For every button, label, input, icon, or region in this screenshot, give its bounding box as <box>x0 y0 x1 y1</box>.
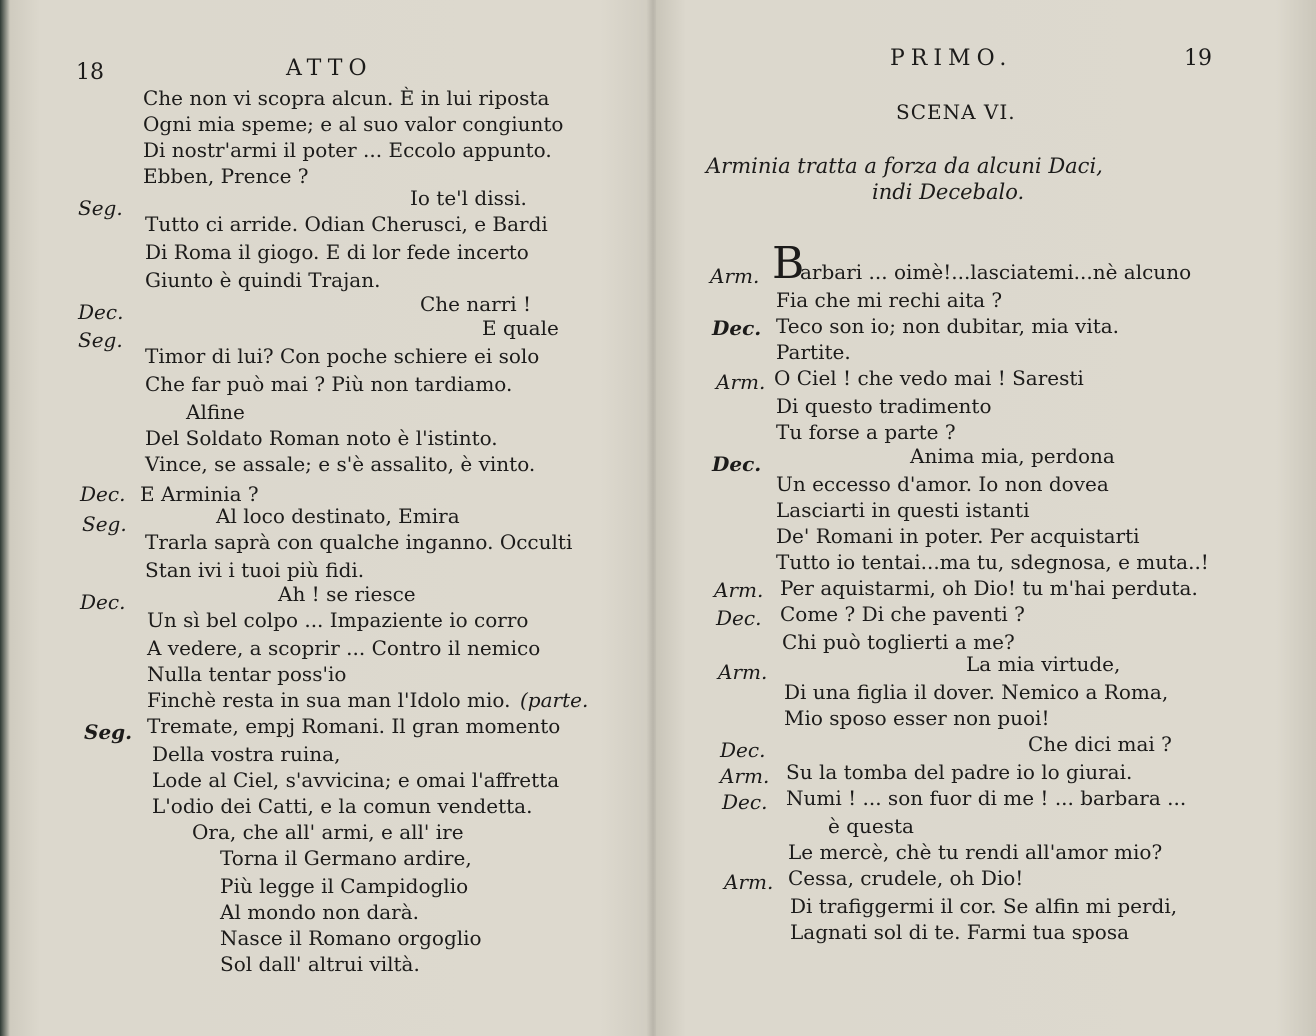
text-line: Del Soldato Roman noto è l'istinto. <box>145 426 498 450</box>
text-line: Di nostr'armi il poter ... Eccolo appunto. <box>143 138 552 162</box>
text-line: Ah ! se riesce <box>278 582 416 606</box>
text-line: Di Roma il giogo. E di lor fede incerto <box>145 240 529 264</box>
text-line: Un sì bel colpo ... Impaziente io corro <box>147 608 529 632</box>
text-line: Su la tomba del padre io lo giurai. <box>786 760 1133 784</box>
text-line: Anima mia, perdona <box>910 444 1115 468</box>
text-line: Un eccesso d'amor. Io non dovea <box>776 472 1109 496</box>
text-line: Nulla tentar poss'io <box>147 662 347 686</box>
speaker-label: Seg. <box>78 328 123 352</box>
text-line: è questa <box>828 814 914 838</box>
text-line: Che far può mai ? Più non tardiamo. <box>145 372 513 396</box>
speaker-label: Dec. <box>712 452 762 476</box>
text-line: Teco son io; non dubitar, mia vita. <box>776 314 1120 338</box>
page-number: 18 <box>76 60 104 85</box>
text-line: arbari ... oimè!...lasciatemi...nè alcuno <box>800 260 1192 284</box>
running-head: PRIMO. <box>890 46 1013 71</box>
text-line: Nasce il Romano orgoglio <box>220 926 482 950</box>
speaker-label: Arm. <box>720 764 770 788</box>
text-line: Tutto ci arride. Odian Cherusci, e Bardi <box>145 212 548 236</box>
text-line: Più legge il Campidoglio <box>220 874 469 898</box>
text-line: Timor di lui? Con poche schiere ei solo <box>145 344 540 368</box>
speaker-label: Seg. <box>84 720 133 744</box>
text-line: Tutto io tentai...ma tu, sdegnosa, e muta..! <box>776 550 1209 574</box>
text-line: Vince, se assale; e s'è assalito, è vinto. <box>145 452 536 476</box>
text-line: Alfine <box>186 400 245 424</box>
text-line: Al mondo non darà. <box>220 900 420 924</box>
text-line: E Arminia ? <box>140 482 259 506</box>
text-line: Lasciarti in questi istanti <box>776 498 1030 522</box>
page-number: 19 <box>1184 46 1212 71</box>
text-line: Ora, che all' armi, e all' ire <box>192 820 464 844</box>
text-line: Lode al Ciel, s'avvicina; e omai l'affretta <box>152 768 560 792</box>
text-line: Finchè resta in sua man l'Idolo mio. <box>147 688 511 712</box>
text-line: Tremate, empj Romani. Il gran momento <box>147 714 561 738</box>
speaker-label: Seg. <box>82 512 127 536</box>
text-line: Sol dall' altrui viltà. <box>220 952 420 976</box>
text-line: Che dici mai ? <box>1028 732 1172 756</box>
speaker-label: Arm. <box>724 870 774 894</box>
left-page <box>0 0 656 1036</box>
text-line: Al loco destinato, Emira <box>216 504 460 528</box>
stage-direction: (parte. <box>520 688 589 712</box>
text-line: Fia che mi rechi aita ? <box>776 288 1003 312</box>
text-line: A vedere, a scoprir ... Contro il nemico <box>147 636 541 660</box>
text-line: Tu forse a parte ? <box>776 420 956 444</box>
text-line: Che narri ! <box>420 292 532 316</box>
speaker-label: Dec. <box>716 606 762 630</box>
text-line: Come ? Di che paventi ? <box>780 602 1025 626</box>
text-line: Per aquistarmi, oh Dio! tu m'hai perduta. <box>780 576 1198 600</box>
text-line: Di trafiggermi il cor. Se alfin mi perdi, <box>790 894 1178 918</box>
text-line: Ebben, Prence ? <box>143 164 309 188</box>
text-line: Giunto è quindi Trajan. <box>145 268 381 292</box>
scene-title: SCENA VI. <box>896 100 1016 124</box>
text-line: Che non vi scopra alcun. È in lui riposta <box>143 86 550 110</box>
text-line: De' Romani in poter. Per acquistarti <box>776 524 1140 548</box>
speaker-label: Dec. <box>720 738 766 762</box>
speaker-label: Dec. <box>80 482 126 506</box>
speaker-label: Dec. <box>78 300 124 324</box>
speaker-label: Arm. <box>710 264 760 288</box>
right-page <box>656 0 1316 1036</box>
text-line: E quale <box>482 316 559 340</box>
running-head: ATTO <box>286 56 373 81</box>
speaker-label: Arm. <box>716 370 766 394</box>
text-line: Io te'l dissi. <box>410 186 527 210</box>
text-line: Di una figlia il dover. Nemico a Roma, <box>784 680 1169 704</box>
text-line: Della vostra ruina, <box>152 742 341 766</box>
text-line: Stan ivi i tuoi più fidi. <box>145 558 365 582</box>
text-line: Cessa, crudele, oh Dio! <box>788 866 1024 890</box>
drop-cap: B <box>772 238 805 289</box>
text-line: Numi ! ... son fuor di me ! ... barbara ... <box>786 786 1187 810</box>
text-line: Partite. <box>776 340 851 364</box>
text-line: Le mercè, chè tu rendi all'amor mio? <box>788 840 1163 864</box>
stage-direction: Arminia tratta a forza da alcuni Daci, <box>706 154 1103 178</box>
speaker-label: Dec. <box>80 590 126 614</box>
text-line: O Ciel ! che vedo mai ! Saresti <box>774 366 1084 390</box>
speaker-label: Dec. <box>712 316 762 340</box>
speaker-label: Seg. <box>78 196 123 220</box>
text-line: Di questo tradimento <box>776 394 992 418</box>
text-line: L'odio dei Catti, e la comun vendetta. <box>152 794 533 818</box>
text-line: Trarla saprà con qualche inganno. Occulti <box>145 530 573 554</box>
stage-direction: indi Decebalo. <box>872 180 1025 204</box>
text-line: Mio sposo esser non puoi! <box>784 706 1050 730</box>
speaker-label: Arm. <box>718 660 768 684</box>
speaker-label: Arm. <box>714 578 764 602</box>
text-line: Lagnati sol di te. Farmi tua sposa <box>790 920 1130 944</box>
speaker-label: Dec. <box>722 790 768 814</box>
text-line: La mia virtude, <box>966 652 1121 676</box>
text-line: Chi può toglierti a me? <box>782 630 1015 654</box>
text-line: Ogni mia speme; e al suo valor congiunto <box>143 112 564 136</box>
text-line: Torna il Germano ardire, <box>220 846 472 870</box>
